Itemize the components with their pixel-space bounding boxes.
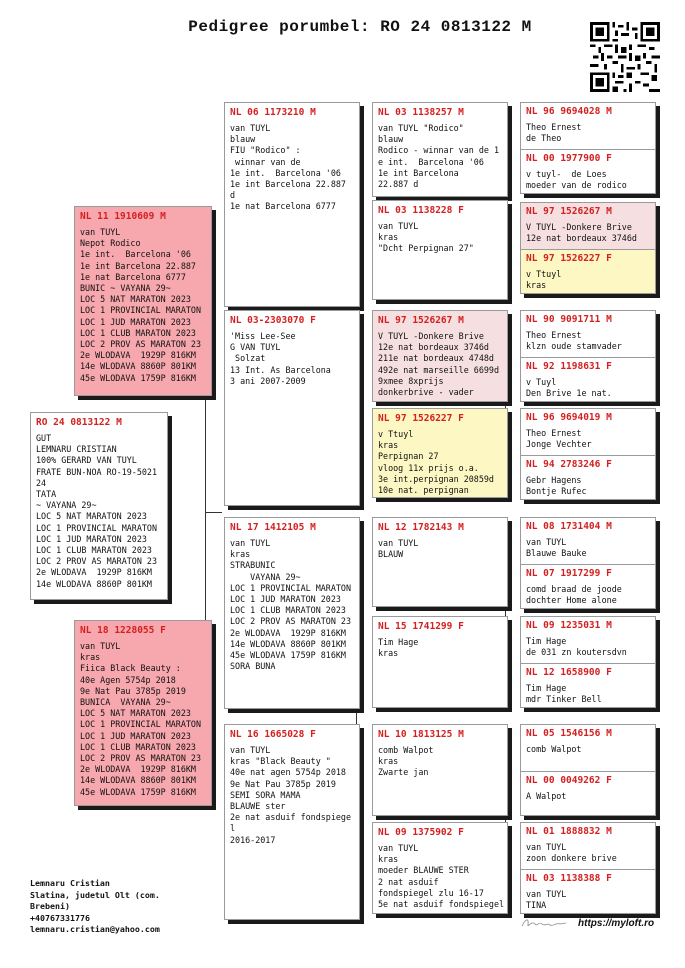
gen4-female[interactable] xyxy=(521,772,655,815)
info-line: v tuyl- de Loes xyxy=(526,169,607,179)
gen4-male[interactable] xyxy=(521,103,655,149)
gen4-male[interactable] xyxy=(521,311,655,357)
info-line: 2e WLODAVA 1929P 816KM xyxy=(80,764,196,775)
gen4-male[interactable] xyxy=(521,518,655,564)
ring-number: NL 09 1235031 M xyxy=(526,620,612,631)
grandparent-card[interactable] xyxy=(224,517,360,709)
subject-ring: RO 24 0813122 M xyxy=(36,417,122,428)
gen4-pair-card[interactable] xyxy=(520,616,656,708)
info-line: BUNICA VAYANA 29~ xyxy=(80,697,171,708)
ring-number: NL 12 1658900 F xyxy=(526,667,612,678)
grandparent-card[interactable] xyxy=(224,310,360,506)
info-line: kras xyxy=(378,756,399,767)
ring-number: NL 92 1198631 F xyxy=(526,361,612,372)
gen4-female[interactable] xyxy=(521,870,655,913)
info-line: 211e nat bordeaux 4748d xyxy=(378,353,494,364)
gen4-male[interactable] xyxy=(521,409,655,455)
info-line: TATA xyxy=(36,489,57,500)
great-grandparent-card[interactable] xyxy=(372,517,508,607)
info-line: 1e nat Barcelona 6777 xyxy=(80,271,186,282)
info-line: 10e nat. perpignan xyxy=(378,485,469,496)
info-line: Theo Ernest xyxy=(526,330,582,340)
info-line: kras xyxy=(526,280,547,291)
owner-name: Lemnaru Cristian xyxy=(30,878,110,888)
gen4-male[interactable] xyxy=(521,203,655,249)
ring-number: NL 07 1917299 F xyxy=(526,568,612,579)
gen4-pair-card[interactable] xyxy=(520,102,656,194)
info-line: V TUYL -Donkere Brive xyxy=(378,331,484,341)
info-line: Jonge Vechter xyxy=(526,439,592,450)
info-line: LOC 1 CLUB MARATON 2023 xyxy=(80,327,196,338)
website-link[interactable]: https://myloft.ro xyxy=(578,918,655,929)
info-line: 12e nat bordeaux 3746d xyxy=(378,342,489,353)
info-line: 45e WLODAVA 1759P 816KM xyxy=(80,372,196,383)
gen4-pair-card[interactable] xyxy=(520,724,656,816)
ring-number: NL 90 9091711 M xyxy=(526,314,612,325)
dam-card[interactable] xyxy=(74,620,212,806)
info-line: klzn oude stamvader xyxy=(526,341,622,352)
ring-number: NL 09 1375902 F xyxy=(378,827,464,838)
info-line: Theo Ernest xyxy=(526,122,582,132)
great-grandparent-card[interactable] xyxy=(372,200,508,300)
info-line: 5e nat asduif fondspiegel xyxy=(378,899,505,910)
qr-code-icon xyxy=(590,22,660,92)
ring-number: NL 12 1782143 M xyxy=(378,522,464,533)
great-grandparent-card[interactable] xyxy=(372,102,508,197)
info-line: 3e int.perpignan 20859d xyxy=(378,473,494,484)
dam-ring: NL 18 1228055 F xyxy=(80,625,166,636)
info-line: G VAN TUYL xyxy=(230,342,281,353)
ring-number: NL 97 1526267 M xyxy=(526,206,612,217)
info-line: 1e int Barcelona xyxy=(378,167,459,178)
gen4-pair-card[interactable] xyxy=(520,310,656,402)
info-line: van TUYL xyxy=(230,123,271,133)
info-line: 1e int Barcelona 22.887 xyxy=(230,179,346,190)
info-line: LEMNARU CRISTIAN xyxy=(36,444,117,455)
info-line: Perpignan 27 xyxy=(378,451,439,462)
info-line: vloog 11x prijs o.a. xyxy=(378,462,479,473)
info-line: LOC 1 JUD MARATON 2023 xyxy=(80,316,191,327)
info-line: kras xyxy=(378,648,399,659)
info-line: SEMI SORA MAMA xyxy=(230,789,301,800)
info-line: kras "Black Beauty " xyxy=(230,756,331,767)
great-grandparent-card[interactable] xyxy=(372,724,508,816)
info-line: van TUYL xyxy=(80,227,121,237)
info-line: zoon donkere brive xyxy=(526,853,617,864)
gen4-pair-card[interactable] xyxy=(520,202,656,294)
ring-number: NL 06 1173210 M xyxy=(230,107,316,118)
ring-number: NL 03 1138388 F xyxy=(526,873,612,884)
info-line: van TUYL xyxy=(378,843,419,853)
gen4-male[interactable] xyxy=(521,823,655,869)
ring-number: NL 16 1665028 F xyxy=(230,729,316,740)
info-line: 14e WLODAVA 8860P 801KM xyxy=(230,638,346,649)
info-line: 2 nat asduif xyxy=(378,876,439,887)
info-line: de Theo xyxy=(526,133,562,144)
info-line: dochter Home alone xyxy=(526,595,617,606)
info-line: Den Brive 1e nat. xyxy=(526,388,612,399)
owner-email[interactable]: lemnaru.cristian@yahoo.com xyxy=(30,924,160,934)
info-line: winnar van de xyxy=(230,156,301,167)
ring-number: NL 96 9694019 M xyxy=(526,412,612,423)
info-line: Solzat xyxy=(230,353,266,364)
info-line: 40e nat agen 5754p 2018 xyxy=(230,767,346,778)
info-line: blauw xyxy=(230,134,256,145)
ring-number: NL 01 1888832 M xyxy=(526,826,612,837)
info-line: moeder van de rodico xyxy=(526,180,627,191)
info-line: 14e WLODAVA 8860P 801KM xyxy=(80,361,196,372)
info-line: LOC 5 NAT MARATON 2023 xyxy=(36,511,147,522)
info-line: VAYANA 29~ xyxy=(230,571,301,582)
gen4-male[interactable] xyxy=(521,617,655,663)
gen4-pair-card[interactable] xyxy=(520,517,656,609)
info-line: e int. Barcelona '06 xyxy=(378,156,484,167)
info-line: BUNIC ~ VAYANA 29~ xyxy=(80,283,171,294)
ring-number: NL 08 1731404 M xyxy=(526,521,612,532)
info-line: 9xmee 8xprijs xyxy=(378,375,444,386)
great-grandparent-card[interactable] xyxy=(372,822,508,914)
gen4-female[interactable] xyxy=(521,358,655,401)
info-line: ~ VAYANA 29~ xyxy=(36,500,97,511)
sire-ring: NL 11 1910609 M xyxy=(80,211,166,222)
info-line: LOC 1 PROVINCIAL MARATON xyxy=(230,582,352,593)
info-line: de 031 zn koutersdvn xyxy=(526,647,627,658)
info-line: 1e int. Barcelona '06 xyxy=(230,167,341,178)
info-line: 492e nat marseille 6699d xyxy=(378,364,500,375)
info-line: kras xyxy=(378,232,399,243)
info-line: 14e WLODAVA 8860P 801KM xyxy=(80,775,196,786)
info-line: BLAUW xyxy=(378,549,404,560)
info-line: STRABUNIC xyxy=(230,560,276,571)
info-line: van TUYL xyxy=(526,889,567,899)
info-line: LOC 1 PROVINCIAL MARATON xyxy=(80,719,202,730)
info-line: 1e nat Barcelona 6777 xyxy=(230,201,336,212)
info-line: 100% GERARD VAN TUYL xyxy=(36,455,137,466)
info-line: Nepot Rodico xyxy=(80,238,141,249)
info-line: v Ttuyl xyxy=(526,269,562,279)
info-line: van TUYL xyxy=(230,745,271,755)
info-line: LOC 2 PROV AS MARATON 23 xyxy=(36,556,158,567)
ring-number: NL 97 1526227 F xyxy=(378,413,464,424)
info-line: comb Walpot xyxy=(378,745,434,755)
ring-number: NL 03-2303070 F xyxy=(230,315,316,326)
info-line: Fiica Black Beauty : xyxy=(80,663,181,674)
page-title: Pedigree porumbel: RO 24 0813122 M xyxy=(188,18,532,36)
info-line: v Ttuyl xyxy=(378,429,414,439)
info-line: 2016-2017 xyxy=(230,834,276,845)
gen4-male[interactable] xyxy=(521,725,655,771)
signature-icon xyxy=(520,916,568,930)
owner-address: Slatina, judetul Olt (com. xyxy=(30,889,160,900)
info-line: 45e WLODAVA 1759P 816KM xyxy=(80,786,196,797)
gen4-female[interactable] xyxy=(521,456,655,499)
info-line: 45e WLODAVA 1759P 816KM xyxy=(230,650,346,661)
info-line: van TUYL "Rodico" xyxy=(378,123,464,133)
info-line: Gebr Hagens xyxy=(526,475,582,485)
ring-number: NL 03 1138257 M xyxy=(378,107,464,118)
info-line: LOC 5 NAT MARATON 2023 xyxy=(80,708,191,719)
info-line: Theo Ernest xyxy=(526,428,582,438)
owner-contact xyxy=(30,878,160,936)
info-line: 3 ani 2007-2009 xyxy=(230,375,306,386)
info-line: LOC 2 PROV AS MARATON 23 xyxy=(80,753,202,764)
ring-number: NL 94 2783246 F xyxy=(526,459,612,470)
info-line: GUT xyxy=(36,433,52,443)
ring-number: NL 03 1138228 F xyxy=(378,205,464,216)
info-line: FIU "Rodico" : xyxy=(230,145,301,156)
info-line: 22.887 d xyxy=(378,179,419,190)
info-line: LOC 1 JUD MARATON 2023 xyxy=(80,730,191,741)
info-line: Tim Hage xyxy=(526,683,567,693)
info-line: 14e WLODAVA 8860P 801KM xyxy=(36,578,152,589)
info-line: Blauwe Bauke xyxy=(526,548,587,559)
info-line: LOC 5 NAT MARATON 2023 xyxy=(80,294,191,305)
great-grandparent-card[interactable] xyxy=(372,616,508,708)
info-line: Bontje Rufec xyxy=(526,486,587,497)
info-line: mdr Tinker Bell xyxy=(526,694,602,705)
info-line: Rodico - winnar van de 1 xyxy=(378,145,500,156)
info-line: A Walpot xyxy=(526,791,567,801)
info-line: kras xyxy=(230,549,251,560)
sire-card[interactable] xyxy=(74,206,212,396)
info-line: LOC 2 PROV AS MARATON 23 xyxy=(230,616,352,627)
info-line: TINA xyxy=(526,900,547,911)
info-line: 9e Nat Pau 3785p 2019 xyxy=(230,778,336,789)
info-line: kras xyxy=(378,440,399,451)
info-line: kras xyxy=(80,652,101,663)
grandparent-card[interactable] xyxy=(224,724,360,920)
info-line: FRATE BUN-NOA RO-19-5021 xyxy=(36,466,158,477)
info-line: fondspiegel zlu 16-17 xyxy=(378,887,484,898)
info-line: comb Walpot xyxy=(526,744,582,754)
info-line: LOC 1 CLUB MARATON 2023 xyxy=(80,741,196,752)
info-line: LOC 1 JUD MARATON 2023 xyxy=(36,533,147,544)
ring-number: NL 10 1813125 M xyxy=(378,729,464,740)
info-line: BLAUWE ster xyxy=(230,801,286,812)
info-line: SORA BUNA xyxy=(230,661,276,672)
info-line: 2e nat asduif fondspiege xyxy=(230,812,352,823)
subject-card[interactable] xyxy=(30,412,168,600)
info-line: 12e nat bordeaux 3746d xyxy=(526,233,637,244)
info-line: van TUYL xyxy=(80,641,121,651)
info-line: Tim Hage xyxy=(526,636,567,646)
info-line: LOC 1 CLUB MARATON 2023 xyxy=(230,605,346,616)
ring-number: NL 96 9694028 M xyxy=(526,106,612,117)
info-line: 1e int. Barcelona '06 xyxy=(80,249,191,260)
ring-number: NL 00 0049262 F xyxy=(526,775,612,786)
info-line: Tim Hage xyxy=(378,637,419,647)
info-line: 13 Int. As Barcelona xyxy=(230,364,331,375)
info-line: d xyxy=(230,190,236,201)
owner-address-2: Brebeni) xyxy=(30,901,70,911)
gen4-pair-card[interactable] xyxy=(520,822,656,914)
grandparent-card[interactable] xyxy=(224,102,360,307)
info-line: van TUYL xyxy=(526,842,567,852)
ring-number: NL 05 1546156 M xyxy=(526,728,612,739)
gen4-female[interactable] xyxy=(521,664,655,707)
info-line: 2e WLODAVA 1929P 816KM xyxy=(230,627,346,638)
info-line: Zwarte jan xyxy=(378,767,429,778)
info-line: "Dcht Perpignan 27" xyxy=(378,243,474,254)
info-line: LOC 1 JUD MARATON 2023 xyxy=(230,594,341,605)
info-line: moeder BLAUWE STER xyxy=(378,865,469,876)
info-line: 1e int Barcelona 22.887 xyxy=(80,260,196,271)
info-line: LOC 1 PROVINCIAL MARATON xyxy=(36,522,158,533)
great-grandparent-card[interactable] xyxy=(372,310,508,402)
info-line: van TUYL xyxy=(378,538,419,548)
info-line: 9e Nat Pau 3785p 2019 xyxy=(80,685,186,696)
info-line: van TUYL xyxy=(526,537,567,547)
info-line: 24 xyxy=(36,477,47,488)
info-line: l xyxy=(230,823,236,834)
info-line: donkerbrive - vader xyxy=(378,387,474,398)
info-line: comd braad de joode xyxy=(526,584,622,594)
gen4-female[interactable] xyxy=(521,250,655,293)
ring-number: NL 97 1526267 M xyxy=(378,315,464,326)
info-line: 40e Agen 5754p 2018 xyxy=(80,674,176,685)
great-grandparent-card[interactable] xyxy=(372,408,508,498)
info-line: V TUYL -Donkere Brive xyxy=(526,222,632,232)
info-line: LOC 1 PROVINCIAL MARATON xyxy=(80,305,202,316)
info-line: LOC 1 CLUB MARATON 2023 xyxy=(36,545,152,556)
ring-number: NL 15 1741299 F xyxy=(378,621,464,632)
owner-phone[interactable]: +40767331776 xyxy=(30,912,90,923)
ring-number: NL 00 1977900 F xyxy=(526,153,612,164)
gen4-female[interactable] xyxy=(521,565,655,608)
info-line: v Tuyl xyxy=(526,377,557,387)
gen4-female[interactable] xyxy=(521,150,655,193)
ring-number: NL 97 1526227 F xyxy=(526,253,612,264)
info-line: kras xyxy=(378,854,399,865)
info-line: van TUYL xyxy=(378,221,419,231)
ring-number: NL 17 1412105 M xyxy=(230,522,316,533)
info-line: LOC 2 PROV AS MARATON 23 xyxy=(80,339,202,350)
gen4-pair-card[interactable] xyxy=(520,408,656,500)
info-line: 'Miss Lee-See xyxy=(230,331,296,341)
info-line: van TUYL xyxy=(230,538,271,548)
info-line: 2e WLODAVA 1929P 816KM xyxy=(80,350,196,361)
info-line: 2e WLODAVA 1929P 816KM xyxy=(36,567,152,578)
info-line: blauw xyxy=(378,134,404,145)
